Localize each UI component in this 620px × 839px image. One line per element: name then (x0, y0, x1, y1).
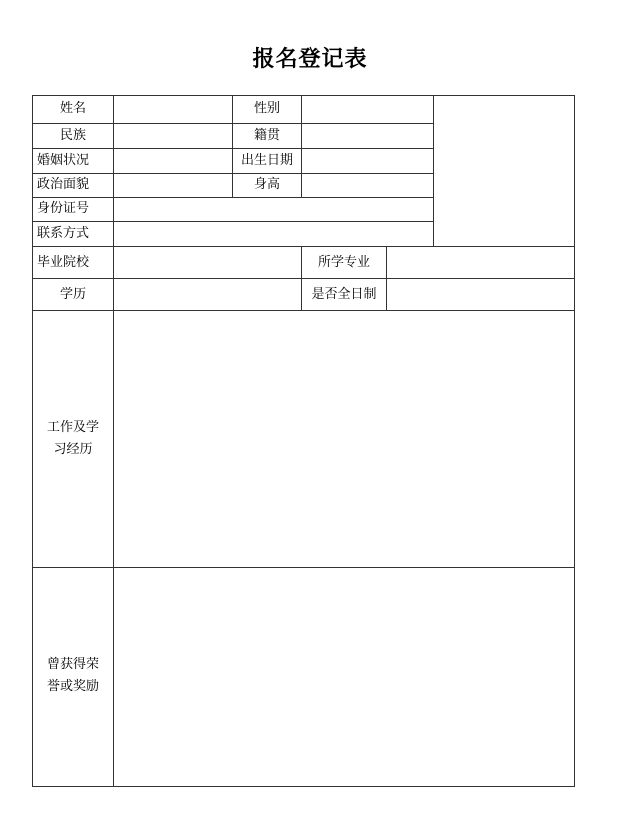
work-study-label-line1: 工作及学 (46, 420, 99, 435)
honors-label-line1: 曾获得荣 (46, 657, 99, 672)
marital-status-label: 婚姻状况 (37, 153, 90, 168)
name-field[interactable] (114, 96, 232, 123)
height-label: 身高 (253, 177, 280, 192)
ethnicity-field[interactable] (114, 124, 232, 148)
ethnicity-label: 民族 (59, 128, 86, 143)
full-time-label: 是否全日制 (311, 287, 377, 302)
native-place-label: 籍贯 (253, 128, 280, 143)
table-border-right (574, 95, 575, 787)
work-study-label (33, 417, 113, 461)
political-status-field[interactable] (114, 174, 232, 197)
contact-label: 联系方式 (37, 226, 90, 241)
full-time-field[interactable] (387, 279, 574, 310)
gender-field[interactable] (302, 96, 433, 123)
honors-label (33, 654, 113, 698)
height-field[interactable] (302, 174, 433, 197)
native-place-field[interactable] (302, 124, 433, 148)
political-status-label: 政治面貌 (37, 177, 90, 192)
work-study-label-line2: 习经历 (53, 442, 93, 457)
birth-date-field[interactable] (302, 149, 433, 173)
education-field[interactable] (114, 279, 301, 310)
marital-status-field[interactable] (114, 149, 232, 173)
honors-label-line2: 誉或奖励 (46, 679, 99, 694)
birth-date-label: 出生日期 (240, 153, 293, 168)
graduate-school-label: 毕业院校 (37, 255, 90, 270)
page-title: 报名登记表 (252, 46, 368, 72)
major-label: 所学专业 (317, 255, 370, 270)
graduate-school-field[interactable] (114, 247, 301, 278)
registration-form-table (32, 95, 575, 787)
education-label: 学历 (59, 287, 86, 302)
work-study-field[interactable] (114, 311, 574, 567)
major-field[interactable] (387, 247, 574, 278)
honors-field[interactable] (114, 568, 574, 786)
photo-area[interactable] (434, 96, 574, 246)
id-number-field[interactable] (114, 198, 433, 221)
name-label: 姓名 (59, 101, 86, 116)
id-number-label: 身份证号 (37, 201, 90, 216)
contact-field[interactable] (114, 222, 433, 246)
gender-label: 性别 (253, 101, 280, 116)
